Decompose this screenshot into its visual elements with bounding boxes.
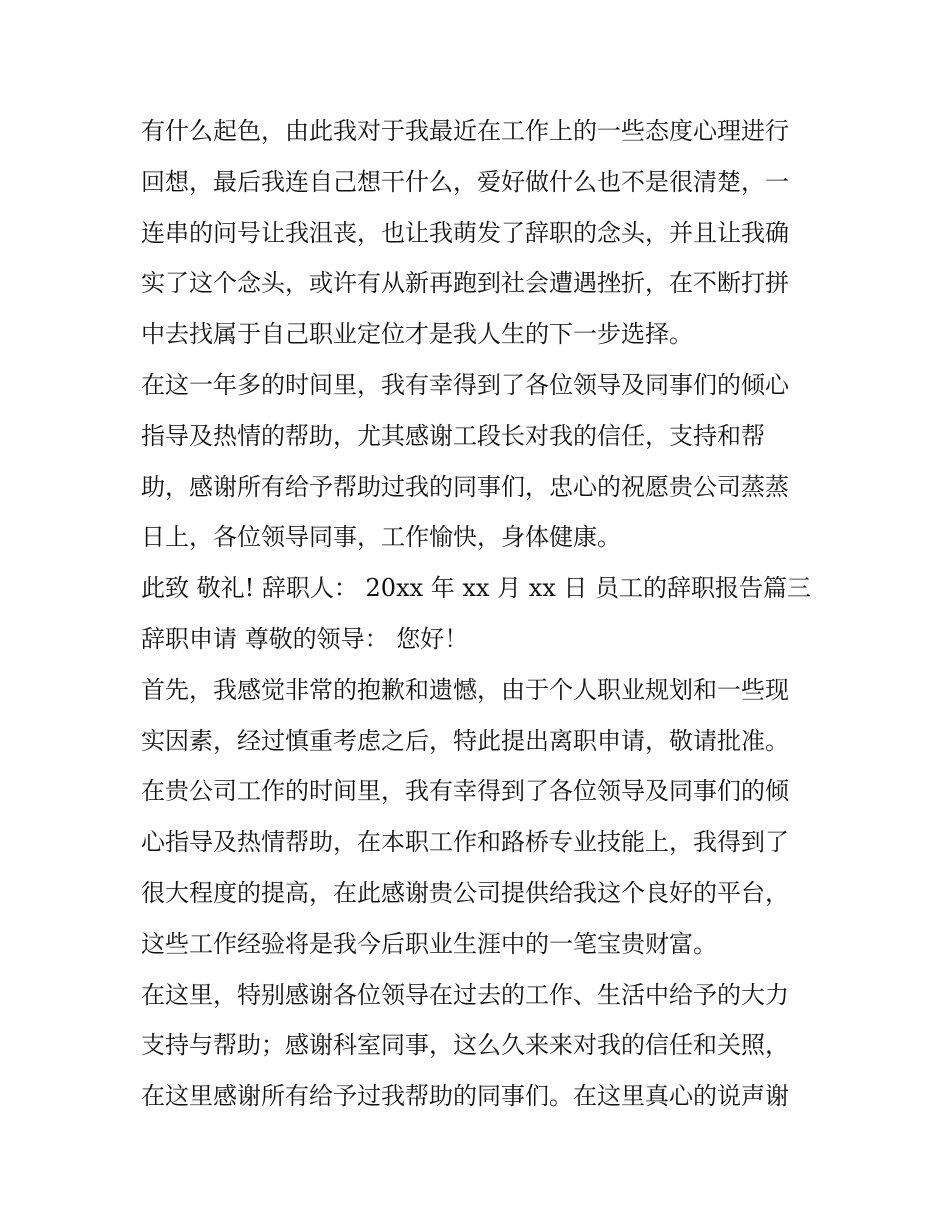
text-line: 日上，各位领导同事，工作愉快，身体健康。 bbox=[141, 523, 621, 552]
text-line: 回想，最后我连自己想干什么，爱好做什么也不是很清楚，一 bbox=[141, 167, 789, 196]
document-body bbox=[141, 106, 816, 1122]
text-line: 指导及热情的帮助，尤其感谢工段长对我的信任，支持和帮 bbox=[141, 421, 765, 450]
text-line: 在贵公司工作的时间里，我有幸得到了各位领导及同事们的倾 bbox=[141, 777, 789, 806]
text-line: 这些工作经验将是我今后职业生涯中的一笔宝贵财富。 bbox=[141, 929, 717, 958]
text-line: 此致 敬礼! 辞职人： 20xx 年 xx 月 xx 日 员工的辞职报告篇三 bbox=[141, 574, 812, 603]
text-line: 中去找属于自己职业定位才是我人生的下一步选择。 bbox=[141, 320, 693, 349]
text-line: 心指导及热情帮助，在本职工作和路桥专业技能上，我得到了 bbox=[141, 828, 789, 857]
text-line: 很大程度的提高，在此感谢贵公司提供给我这个良好的平台， bbox=[141, 878, 789, 907]
text-line: 支持与帮助；感谢科室同事，这么久来来对我的信任和关照， bbox=[141, 1031, 789, 1060]
text-line: 助，感谢所有给予帮助过我的同事们，忠心的祝愿贵公司蒸蒸 bbox=[141, 472, 789, 501]
text-line: 实因素，经过慎重考虑之后，特此提出离职申请，敬请批准。 bbox=[141, 726, 789, 755]
text-line: 在这里，特别感谢各位领导在过去的工作、生活中给予的大力 bbox=[141, 980, 789, 1009]
text-line: 辞职申请 尊敬的领导： 您好！ bbox=[141, 624, 469, 653]
text-line: 在这里感谢所有给予过我帮助的同事们。在这里真心的说声谢 bbox=[141, 1082, 789, 1111]
text-line: 有什么起色，由此我对于我最近在工作上的一些态度心理进行 bbox=[141, 117, 789, 145]
text-line: 首先，我感觉非常的抱歉和遗憾，由于个人职业规划和一些现 bbox=[141, 675, 789, 704]
text-line: 在这一年多的时间里，我有幸得到了各位领导及同事们的倾心 bbox=[141, 370, 789, 399]
text-line: 连串的问号让我沮丧，也让我萌发了辞职的念头，并且让我确 bbox=[141, 218, 789, 247]
text-line: 实了这个念头，或许有从新再跑到社会遭遇挫折，在不断打拼 bbox=[141, 269, 789, 298]
